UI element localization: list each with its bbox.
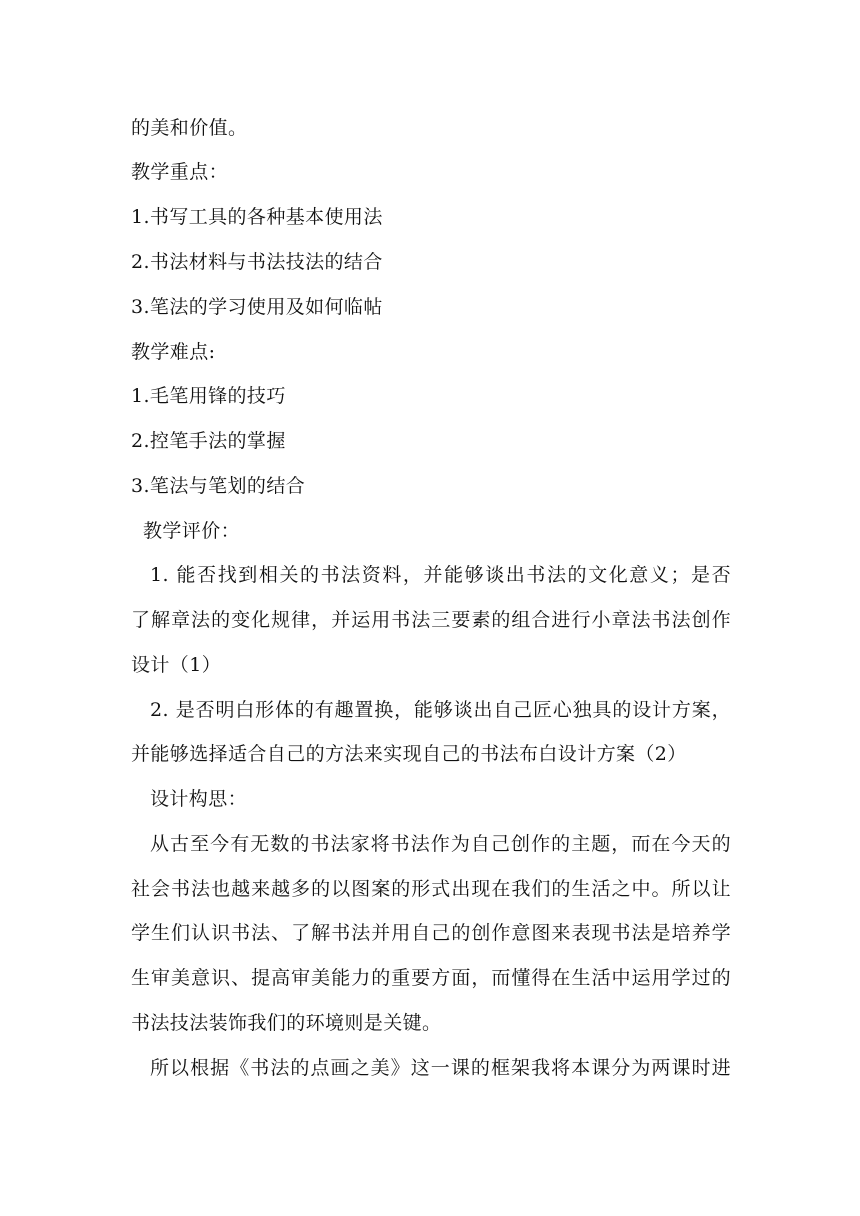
evaluation-item-1-line-2: 了解章法的变化规律，并运用书法三要素的组合进行小章法书法创作 (131, 609, 731, 631)
difficulty-item-2: 2.控笔手法的掌握 (131, 430, 286, 452)
evaluation-item-2-line-1: 2. 是否明白形体的有趣置换，能够谈出自己匠心独具的设计方案， (150, 699, 731, 721)
concept-para-line-3: 学生们认识书法、了解书法并用自己的创作意图来表现书法是培养学 (131, 922, 731, 944)
heading-design-concept: 设计构思： (150, 788, 248, 810)
heading-teaching-evaluation: 教学评价： (143, 520, 241, 542)
difficulty-item-1: 1.毛笔用锋的技巧 (131, 385, 286, 407)
focus-item-1: 1.书写工具的各种基本使用法 (131, 206, 383, 228)
difficulty-item-3: 3.笔法与笔划的结合 (131, 475, 306, 497)
concept-para-line-2: 社会书法也越来越多的以图案的形式出现在我们的生活之中。所以让 (131, 878, 731, 900)
focus-item-3: 3.笔法的学习使用及如何临帖 (131, 296, 383, 318)
concept-para-line-4: 生审美意识、提高审美能力的重要方面，而懂得在生活中运用学过的 (131, 967, 731, 989)
heading-teaching-focus: 教学重点： (131, 161, 229, 183)
evaluation-item-1-line-1: 1. 能否找到相关的书法资料，并能够谈出书法的文化意义；是否 (150, 564, 731, 586)
concept-para-line-5: 书法技法装饰我们的环境则是关键。 (131, 1012, 442, 1034)
plan-para-line-1: 所以根据《书法的点画之美》这一课的框架我将本课分为两课时进 (150, 1057, 731, 1079)
heading-teaching-difficulty: 教学难点: (131, 341, 216, 363)
evaluation-item-1-line-3: 设计（1） (131, 654, 222, 676)
evaluation-item-2-line-2: 并能够选择适合自己的方法来实现自己的书法布白设计方案（2） (131, 743, 687, 765)
focus-item-2: 2.书法材料与书法技法的结合 (131, 251, 383, 273)
text-line-1: 的美和价值。 (131, 117, 248, 139)
concept-para-line-1: 从古至今有无数的书法家将书法作为自己创作的主题，而在今天的 (150, 833, 731, 855)
